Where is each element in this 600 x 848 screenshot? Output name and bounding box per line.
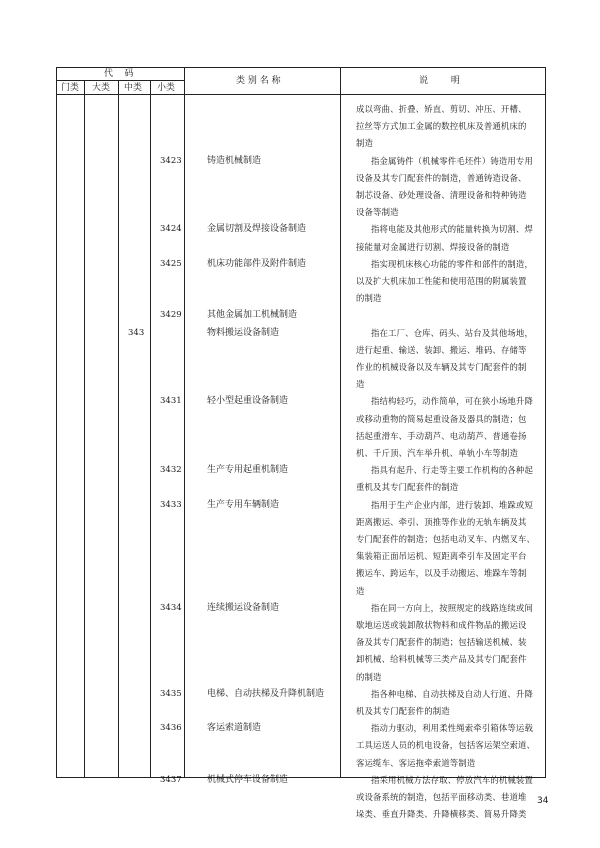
description-line: 卸机械、给料机械等三类产品及其专门配套件 xyxy=(356,654,527,665)
table-right-border xyxy=(545,67,546,778)
code-xiao-lei: 3432 xyxy=(160,465,182,476)
code-zhong-lei: 343 xyxy=(128,327,145,338)
description-line: 进行起重、输送、装卸、搬运、堆码、存储等 xyxy=(356,344,527,355)
code-xiao-lei: 3434 xyxy=(160,602,182,613)
description-line: 拉丝等方式加工金属的数控机床及普通机床的 xyxy=(356,121,527,132)
col-divider-xiao-name xyxy=(184,67,185,778)
code-xiao-lei: 3431 xyxy=(160,396,182,407)
description-line: 机及其专门配套件的制造 xyxy=(356,706,450,716)
description-line: 距离搬运、牵引、顶推等作业的无轨车辆及其 xyxy=(356,516,527,527)
category-name: 金属切割及焊接设备制造 xyxy=(207,224,307,235)
description-line: 指将电能及其他形式的能量转换为切割、焊 xyxy=(371,224,533,235)
description-line: 设备及其专门配套件的制造，普通铸造设备、 xyxy=(356,172,527,183)
category-name: 其他金属加工机械制造 xyxy=(207,310,298,321)
description-line: 括起重滑车、手动葫芦、电动葫芦、普通卷扬 xyxy=(356,430,527,441)
category-name: 客运索道制造 xyxy=(207,723,262,734)
description-line: 备及其专门配套件的制造；包括输送机械、装 xyxy=(356,637,527,648)
description-line: 指用于生产企业内部，进行装卸、堆跺或短 xyxy=(371,499,533,510)
code-xiao-lei: 3429 xyxy=(160,310,182,321)
category-name: 连续搬运设备制造 xyxy=(207,602,280,613)
col-divider-name-desc xyxy=(340,67,341,778)
header-col-men: 门类 xyxy=(61,83,80,93)
description-line: 指动力驱动，利用柔性绳索牵引箱体等运载 xyxy=(371,723,533,734)
description-line: 指在工厂、仓库、码头、站台及其他场地， xyxy=(371,327,533,338)
header-col-zhong: 中类 xyxy=(124,83,143,93)
description-line: 指具有起升、行走等主要工作机构的各种起 xyxy=(371,465,533,476)
header-group-divider xyxy=(56,80,184,81)
description-line: 集装箱正面吊运机、短距离牵引车及固定平台 xyxy=(356,551,527,562)
code-xiao-lei: 3435 xyxy=(160,688,182,699)
header-code-group: 代 码 xyxy=(104,69,134,79)
description-line: 制芯设备、砂处理设备、清理设备和特种铸造 xyxy=(356,190,527,200)
col-divider-men-da xyxy=(84,80,85,778)
description-line: 指各种电梯、自动扶梯及自动人行道、升降 xyxy=(371,688,533,699)
category-name: 生产专用起重机制造 xyxy=(207,465,289,476)
description-line: 搬运车、跨运车，以及手动搬运、堆跺车等制 xyxy=(356,568,527,579)
description-line: 以及扩大机床加工性能和使用范围的附属装置 xyxy=(356,276,527,286)
code-xiao-lei: 3433 xyxy=(160,499,182,510)
description-line: 的制造 xyxy=(356,671,382,682)
description-line: 指金属铸件（机械零件毛坯件）铸造用专用 xyxy=(371,155,533,166)
category-name: 生产专用车辆制造 xyxy=(207,499,280,510)
description-line: 设备等制造 xyxy=(356,207,399,218)
code-xiao-lei: 3425 xyxy=(160,258,182,269)
page-number: 34 xyxy=(537,796,549,806)
description-line: 指实现机床核心功能的零件和部件的制造， xyxy=(371,258,533,269)
description-line: 重机及其专门配套件的制造 xyxy=(356,482,459,493)
description-line: 或移动重物的简易起重设备及器具的制造；包 xyxy=(356,413,527,424)
description-line: 造 xyxy=(356,379,365,390)
table-left-border xyxy=(56,67,57,778)
code-xiao-lei: 3423 xyxy=(160,155,182,166)
col-divider-zhong-xiao xyxy=(150,80,151,778)
category-name: 轻小型起重设备制造 xyxy=(207,396,289,407)
description-line: 指在同一方向上，按照规定的线路连续或间 xyxy=(371,602,533,613)
category-name: 机床功能部件及附件制造 xyxy=(207,258,307,269)
description-line: 机、千斤顶、汽车举升机、单轨小车等制造 xyxy=(356,448,518,458)
description-line: 垛类、垂直升降类、升降横移类、简易升降类 xyxy=(356,809,527,820)
category-name: 铸造机械制造 xyxy=(207,155,262,166)
description-line: 作业的机械设备以及车辆及其专门配套件的制 xyxy=(356,362,527,372)
description-line: 工具运送人员的机电设备，包括客运架空索道、 xyxy=(356,740,536,751)
header-col-xiao: 小类 xyxy=(157,83,176,93)
header-col-desc: 说 明 xyxy=(419,76,460,86)
description-line: 歇地运送或装卸散状物料和成件物品的搬运设 xyxy=(356,620,527,630)
description-line: 造 xyxy=(356,585,365,596)
description-line: 成以弯曲、折叠、矫直、剪切、冲压、开槽、 xyxy=(356,104,527,114)
description-line: 客运缆车、客运拖牵索道等制造 xyxy=(356,757,476,768)
description-line: 专门配套件的制造；包括电动叉车、内燃叉车、 xyxy=(356,534,536,544)
description-line: 接能量对金属进行切割、焊接设备的制造 xyxy=(356,241,510,252)
code-xiao-lei: 3436 xyxy=(160,723,182,734)
description-line: 指采用机械方法存取、停放汽车的机械装置 xyxy=(371,774,533,785)
col-divider-da-zhong xyxy=(118,80,119,778)
category-name: 电梯、自动扶梯及升降机制造 xyxy=(207,688,325,699)
code-xiao-lei: 3437 xyxy=(160,774,182,785)
category-name: 物料搬运设备制造 xyxy=(207,327,280,338)
description-line: 的制造 xyxy=(356,293,382,304)
description-line: 指结构轻巧，动作简单，可在狭小场地升降 xyxy=(371,396,533,407)
description-line: 制造 xyxy=(356,138,374,149)
header-col-da: 大类 xyxy=(92,83,111,93)
description-line: 或设备系统的制造，包括平面移动类、巷道堆 xyxy=(356,792,527,802)
header-col-name: 类 别 名 称 xyxy=(236,76,281,86)
code-xiao-lei: 3424 xyxy=(160,224,182,235)
header-bottom-border xyxy=(56,94,546,95)
category-name: 机械式停车设备制造 xyxy=(207,774,289,785)
